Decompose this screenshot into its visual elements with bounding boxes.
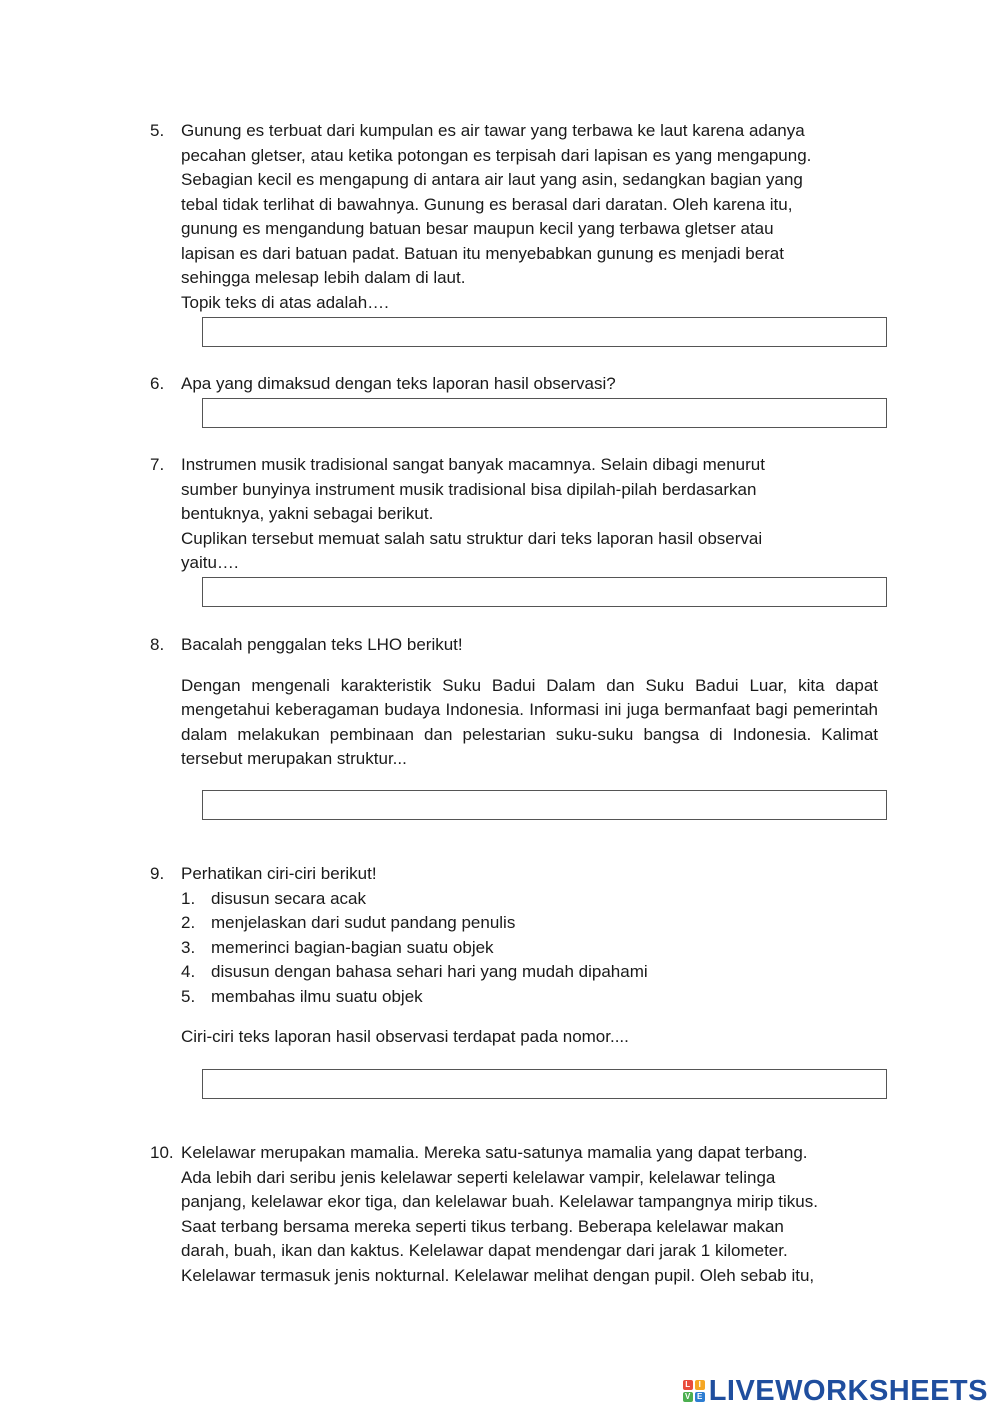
question-number: 5. [150,121,165,140]
list-item-number: 4. [181,962,196,981]
question-number: 6. [150,374,165,393]
list-item [181,887,890,912]
question-7 [150,453,890,576]
liveworksheets-logo [683,1376,988,1406]
logo-tile: V [683,1392,693,1402]
question-number: 9. [150,864,165,883]
q10-line: darah, buah, ikan dan kaktus. Kelelawar dapat mendengar dari jarak 1 kilometer. [181,1241,788,1260]
question-9 [150,862,890,1050]
list-item [181,960,890,985]
list-item-text: disusun dengan bahasa sehari hari yang mudah dipahami [211,962,648,981]
logo-tile: E [695,1392,705,1402]
question-8 [150,633,890,772]
answer-box-8[interactable] [202,790,887,820]
logo-tile: L [683,1380,693,1390]
q10-line: panjang, kelelawar ekor tiga, dan kelelawar buah. Kelelawar tampangnya mirip tikus. [181,1192,818,1211]
question-6 [150,372,890,397]
answer-box-7[interactable] [202,577,887,607]
q5-line: lapisan es dari batuan padat. Batuan itu menyebabkan gunung es menjadi berat [181,243,784,263]
q7-question: Cuplikan tersebut memuat salah satu struktur dari teks laporan hasil observai [181,528,763,548]
q5-line: tebal tidak terlihat di bawahnya. Gunung es berasal dari daratan. Oleh karena itu, [181,194,793,214]
q6-question: Apa yang dimaksud dengan teks laporan hasil observasi? [181,374,616,393]
brand-name: LIVEWORKSHEETS [708,1374,988,1407]
q10-line: Saat terbang bersama mereka seperti tikus terbang. Beberapa kelelawar makan [181,1216,784,1236]
list-item-number: 3. [181,937,196,957]
q5-line: sehingga melesap lebih dalam di laut. [181,268,466,287]
question-10 [150,1141,890,1288]
list-item [181,911,890,936]
answer-box-6[interactable] [202,398,887,428]
q5-line: gunung es mengandung batuan besar maupun kecil yang terbawa gletser atau [181,219,774,238]
q7-line: Instrumen musik tradisional sangat banyak macamnya. Selain dibagi menurut [181,455,765,474]
list-item-text: disusun secara acak [211,888,366,908]
q9-question: Ciri-ciri teks laporan hasil observasi terdapat pada nomor.... [181,1027,629,1046]
list-item-text: membahas ilmu suatu objek [211,986,423,1006]
q7-question: yaitu…. [181,553,239,572]
list-item-text: menjelaskan dari sudut pandang penulis [211,913,516,932]
q7-line: sumber bunyinya instrument musik tradisional bisa dipilah-pilah berdasarkan [181,479,757,499]
q5-line: Sebagian kecil es mengapung di antara air laut yang asin, sedangkan bagian yang [181,170,803,189]
answer-box-5[interactable] [202,317,887,347]
q5-question: Topik teks di atas adalah…. [181,292,389,312]
q8-prompt: Bacalah penggalan teks LHO berikut! [181,635,463,654]
q5-line: pecahan gletser, atau ketika potongan es terpisah dari lapisan es yang mengapung. [181,145,812,165]
list-item-text: memerinci bagian-bagian suatu objek [211,937,494,957]
question-number: 8. [150,635,165,654]
q5-line: Gunung es terbuat dari kumpulan es air tawar yang terbawa ke laut karena adanya [181,121,805,140]
logo-icon [683,1380,705,1402]
q9-prompt: Perhatikan ciri-ciri berikut! [181,864,377,883]
question-5 [150,119,890,315]
question-number: 10. [150,1143,174,1162]
question-number: 7. [150,455,165,474]
logo-tile: I [695,1380,705,1390]
list-item-number: 5. [181,986,196,1006]
list-item-number: 1. [181,888,196,908]
q10-line: Ada lebih dari seribu jenis kelelawar seperti kelelawar vampir, kelelawar telinga [181,1167,776,1187]
q7-line: bentuknya, yakni sebagai berikut. [181,504,434,523]
list-item [181,936,890,961]
list-item-number: 2. [181,913,196,932]
q10-line: Kelelawar merupakan mamalia. Mereka satu-satunya mamalia yang dapat terbang. [181,1143,808,1162]
list-item [181,985,890,1010]
answer-box-9[interactable] [202,1069,887,1099]
q8-passage: Dengan mengenali karakteristik Suku Badui Dalam dan Suku Badui Luar, kita dapat mengetahui keberagaman budaya Indonesia. Informasi ini juga bermanfaat bagi pemerintah dalam melakukan pembinaan dan pelestarian suku-suku bangsa di Indonesia. Kalimat tersebut merupakan struktur... [181,675,878,768]
q10-line: Kelelawar termasuk jenis nokturnal. Kelelawar melihat dengan pupil. Oleh sebab itu, [181,1265,815,1285]
